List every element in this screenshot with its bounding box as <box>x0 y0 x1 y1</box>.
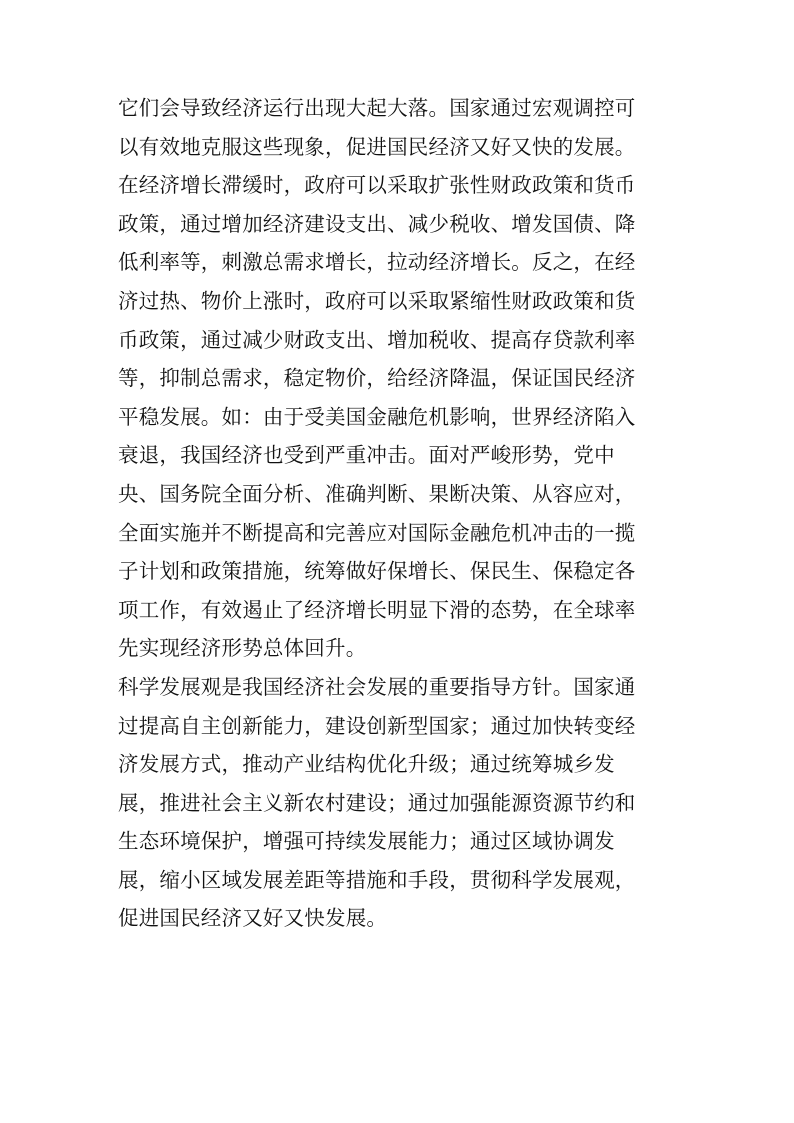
text-line: 等，抑制总需求，稳定物价，给经济降温，保证国民经济 <box>118 366 636 391</box>
text-line: 政策，通过增加经济建设支出、减少税收、增发国债、降 <box>118 211 636 236</box>
text-line: 央、国务院全面分析、准确判断、果断决策、从容应对， <box>118 481 636 506</box>
text-line: 全面实施并不断提高和完善应对国际金融危机冲击的一揽 <box>118 520 636 545</box>
text-line: 项工作，有效遏止了经济增长明显下滑的态势，在全球率 <box>118 597 636 622</box>
text-line: 先实现经济形势总体回升。 <box>118 636 367 661</box>
text-line: 低利率等，刺激总需求增长，拉动经济增长。反之，在经 <box>118 250 636 275</box>
text-line: 在经济增长滞缓时，政府可以采取扩张性财政政策和货币 <box>118 173 636 198</box>
text-line: 济发展方式，推动产业结构优化升级；通过统筹城乡发 <box>118 752 615 777</box>
text-line: 衰退，我国经济也受到严重冲击。面对严峻形势，党中 <box>118 443 615 468</box>
text-line: 科学发展观是我国经济社会发展的重要指导方针。国家通 <box>118 674 636 699</box>
text-line: 展，缩小区域发展差距等措施和手段，贯彻科学发展观， <box>118 867 636 892</box>
text-line: 促进国民经济又好又快发展。 <box>118 906 388 931</box>
text-line: 过提高自主创新能力，建设创新型国家；通过加快转变经 <box>118 713 636 738</box>
text-line: 以有效地克服这些现象，促进国民经济又好又快的发展。 <box>118 134 636 159</box>
body-text <box>118 89 698 938</box>
text-line: 它们会导致经济运行出现大起大落。国家通过宏观调控可 <box>118 96 636 120</box>
text-line: 展，推进社会主义新农村建设；通过加强能源资源节约和 <box>118 790 636 815</box>
text-line: 济过热、物价上涨时，政府可以采取紧缩性财政政策和货 <box>118 288 636 313</box>
text-line: 平稳发展。如：由于受美国金融危机影响，世界经济陷入 <box>118 404 636 429</box>
text-line: 币政策，通过减少财政支出、增加税收、提高存贷款利率 <box>118 327 636 352</box>
text-line: 生态环境保护，增强可持续发展能力；通过区域协调发 <box>118 829 615 854</box>
text-line: 子计划和政策措施，统筹做好保增长、保民生、保稳定各 <box>118 559 636 584</box>
